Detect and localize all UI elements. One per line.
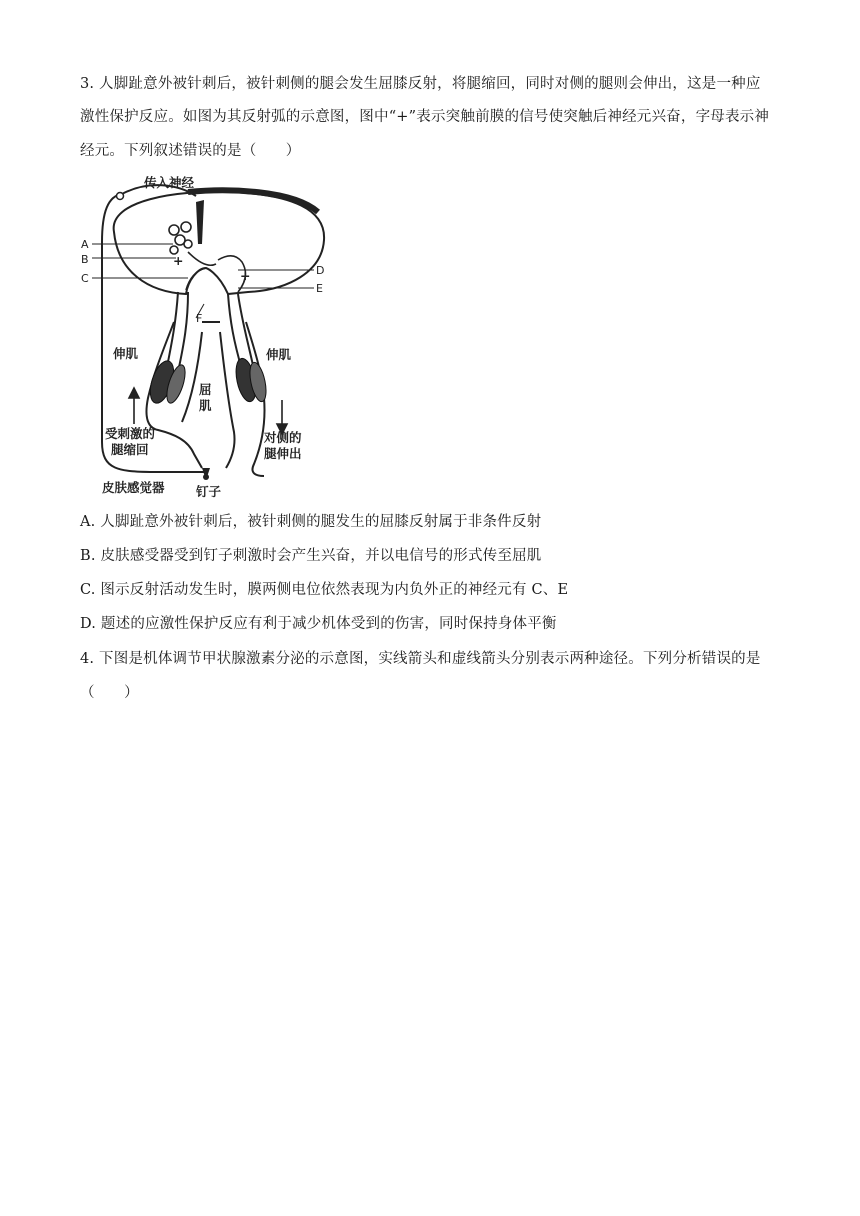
label-letter-a: A — [81, 238, 89, 251]
letter-leader-lines — [92, 244, 314, 318]
extend-arrow — [277, 400, 287, 434]
left-extensor-muscle — [146, 358, 189, 406]
label-letter-c: C — [81, 272, 89, 285]
label-letter-b: B — [81, 253, 89, 266]
label-letter-f: F — [196, 312, 203, 325]
right-extensor-muscle — [233, 357, 269, 404]
label-stimulated-leg-1: 受刺激的 — [105, 426, 156, 441]
label-opposite-leg-2: 腿伸出 — [264, 446, 302, 461]
question-4-stem-line-2: （ ） — [80, 685, 139, 701]
label-flexor-1: 屈 — [199, 382, 212, 397]
label-flexor-2: 肌 — [199, 398, 212, 413]
question-3-stem-line-1: 3. 人脚趾意外被针刺后，被针刺侧的腿会发生屈膝反射，将腿缩回，同时对侧的腿则会伸出，这是一种应 — [80, 76, 761, 92]
label-skin-receptor: 皮肤感觉器 — [102, 480, 165, 495]
central-groove — [196, 200, 204, 244]
ganglion-circle — [117, 193, 124, 200]
label-letter-d: D — [316, 264, 325, 277]
question-3-option-d: D. 题述的应激性保护反应有利于减少机体受到的伤害，同时保持身体平衡 — [80, 616, 557, 632]
question-3-option-a: A. 人脚趾意外被针刺后，被针刺侧的腿发生的屈膝反射属于非条件反射 — [80, 514, 542, 530]
nail-icon — [202, 468, 210, 480]
label-opposite-leg-1: 对侧的 — [264, 430, 302, 445]
label-extensor-right: 伸肌 — [266, 347, 292, 362]
plus-sign-2: + — [240, 268, 251, 283]
question-3-stem-line-3: 经元。下列叙述错误的是（ ） — [80, 143, 301, 159]
plus-sign-1: + — [173, 253, 184, 268]
question-3-option-c: C. 图示反射活动发生时，膜两侧电位依然表现为内负外正的神经元有 C、E — [80, 582, 569, 598]
reflex-arc-figure — [78, 172, 338, 500]
label-afferent-nerve: 传入神经 — [144, 175, 195, 190]
question-3-option-b: B. 皮肤感受器受到钉子刺激时会产生兴奋，并以电信号的形式传至屈肌 — [80, 548, 542, 564]
retract-arrow — [129, 388, 139, 424]
dorsal-root-thick — [188, 190, 318, 212]
spinal-cord-outline — [114, 192, 324, 294]
label-nail: 钉子 — [196, 484, 222, 499]
question-4-stem-line-1: 4. 下图是机体调节甲状腺激素分泌的示意图，实线箭头和虚线箭头分别表示两种途径。下列分析错误的是 — [80, 651, 761, 667]
label-stimulated-leg-2: 腿缩回 — [111, 442, 149, 457]
question-3-stem-line-2: 激性保护反应。如图为其反射弧的示意图，图中“+”表示突触前膜的信号使突触后神经元兴奋，字母表示神 — [80, 109, 770, 125]
label-extensor-left: 伸肌 — [113, 346, 139, 361]
label-letter-e: E — [316, 282, 323, 295]
reflex-arc-diagram — [78, 172, 338, 500]
